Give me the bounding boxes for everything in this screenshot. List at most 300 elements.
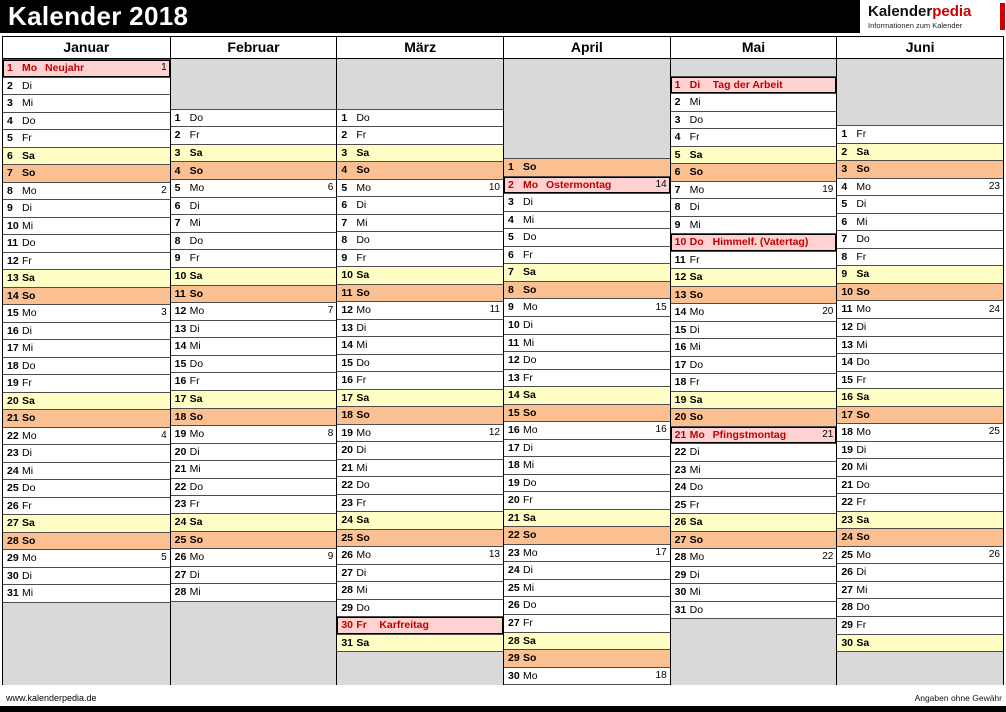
weekday-abbr: So xyxy=(523,529,537,542)
weekday-abbr: Fr xyxy=(189,252,200,265)
day-number: 18 xyxy=(174,410,187,423)
day-number: 29 xyxy=(841,619,854,632)
day-cell xyxy=(671,217,837,235)
week-number: 19 xyxy=(822,183,834,195)
day-number: 6 xyxy=(674,166,681,178)
empty-cell xyxy=(671,59,837,76)
day-number: 30 xyxy=(341,619,354,631)
day-cell xyxy=(337,215,503,233)
day-number: 17 xyxy=(341,391,354,404)
day-number: 21 xyxy=(674,428,687,441)
day-cell xyxy=(671,409,837,427)
empty-cell xyxy=(3,636,170,653)
month-column-1 xyxy=(3,59,170,685)
day-number: 29 xyxy=(341,601,354,614)
day-cell xyxy=(3,253,170,271)
day-number: 10 xyxy=(674,236,687,248)
day-number: 24 xyxy=(7,464,19,477)
day-cell xyxy=(337,617,503,635)
logo-subtitle: Informationen zum Kalender xyxy=(868,20,963,30)
weekday-abbr: Sa xyxy=(689,516,703,528)
weekday-abbr: Do xyxy=(689,113,704,126)
day-number: 8 xyxy=(674,201,681,213)
weekday-abbr: So xyxy=(856,285,870,298)
weekday-abbr: Mi xyxy=(356,339,368,351)
weekday-abbr: Mo xyxy=(523,424,538,437)
weekday-abbr: So xyxy=(689,166,704,178)
weekday-abbr: Do xyxy=(356,356,370,369)
weekday-abbr: Di xyxy=(523,318,533,331)
day-cell xyxy=(837,477,1003,495)
day-number: 25 xyxy=(341,531,354,544)
day-cell xyxy=(837,125,1003,144)
day-cell xyxy=(337,407,503,425)
empty-cell xyxy=(504,125,670,142)
weekday-abbr: Mi xyxy=(856,461,868,474)
weekday-abbr: Di xyxy=(856,198,867,211)
day-cell xyxy=(504,527,670,545)
day-number: 2 xyxy=(674,96,681,108)
weekday-abbr: So xyxy=(189,533,204,546)
day-number: 31 xyxy=(7,587,19,599)
month-header-maerz: März xyxy=(336,37,503,58)
empty-cell xyxy=(337,652,503,669)
day-number: 16 xyxy=(674,341,687,353)
weekday-abbr: So xyxy=(689,411,704,423)
day-number: 5 xyxy=(7,132,13,144)
day-cell xyxy=(837,617,1003,635)
day-cell xyxy=(504,229,670,247)
day-number: 3 xyxy=(841,163,848,176)
day-number: 3 xyxy=(341,146,348,159)
weekday-abbr: Mi xyxy=(356,584,368,596)
day-cell xyxy=(837,494,1003,512)
weekday-abbr: So xyxy=(22,534,36,547)
day-cell xyxy=(504,299,670,317)
day-number: 9 xyxy=(341,251,348,264)
weekday-abbr: Fr xyxy=(523,494,533,507)
day-number: 16 xyxy=(841,391,854,404)
weekday-abbr: Sa xyxy=(856,636,870,649)
empty-cell xyxy=(671,636,837,653)
day-number: 22 xyxy=(508,529,520,542)
weekday-abbr: Di xyxy=(856,566,867,579)
day-number: 27 xyxy=(7,517,19,529)
weekday-abbr: Do xyxy=(22,359,36,372)
weekday-abbr: Fr xyxy=(356,129,367,141)
weekday-abbr: Mo xyxy=(523,669,538,682)
day-number: 28 xyxy=(674,551,687,563)
weekday-abbr: Do xyxy=(22,237,36,249)
day-number: 25 xyxy=(674,498,687,511)
weekday-abbr: Mo xyxy=(856,303,871,316)
day-cell xyxy=(3,183,170,201)
weekday-abbr: Mi xyxy=(523,213,535,226)
weekday-abbr: Di xyxy=(523,564,533,577)
day-number: 18 xyxy=(841,426,854,439)
weekday-abbr: Fr xyxy=(856,619,867,632)
weekday-abbr: Fr xyxy=(22,377,32,389)
holiday-name: Neujahr xyxy=(45,63,85,74)
day-cell xyxy=(3,498,170,516)
day-number: 23 xyxy=(508,546,520,559)
day-number: 12 xyxy=(841,320,854,333)
day-number: 13 xyxy=(341,321,354,334)
day-cell xyxy=(837,635,1003,653)
day-cell xyxy=(837,231,1003,249)
weekday-abbr: Fr xyxy=(356,619,367,631)
day-cell xyxy=(671,602,837,620)
weekday-abbr: Mo xyxy=(189,182,205,195)
day-number: 13 xyxy=(841,338,854,351)
day-cell xyxy=(171,145,337,163)
weekday-abbr: Mi xyxy=(22,587,34,599)
day-number: 28 xyxy=(174,586,187,599)
week-number: 4 xyxy=(161,429,167,441)
day-cell xyxy=(671,164,837,182)
day-cell xyxy=(671,427,837,445)
day-number: 19 xyxy=(341,426,354,439)
day-number: 21 xyxy=(841,478,854,491)
weekday-abbr: Di xyxy=(689,323,700,336)
empty-cell xyxy=(837,59,1003,76)
day-number: 1 xyxy=(508,161,514,174)
weekday-abbr: Do xyxy=(689,358,704,371)
weekday-abbr: Do xyxy=(356,601,370,614)
day-cell xyxy=(504,387,670,405)
day-number: 7 xyxy=(341,216,348,229)
page-title: Kalender 2018 xyxy=(8,1,189,31)
weekday-abbr: Fr xyxy=(189,129,200,142)
weekday-abbr: Di xyxy=(356,444,367,456)
day-cell xyxy=(3,288,170,306)
day-cell xyxy=(671,287,837,305)
day-number: 13 xyxy=(174,322,187,335)
empty-cell xyxy=(504,76,670,93)
day-cell xyxy=(671,339,837,357)
day-number: 24 xyxy=(508,564,520,577)
day-number: 14 xyxy=(174,340,187,353)
weekday-abbr: Sa xyxy=(523,266,536,279)
month-header-april: April xyxy=(503,37,670,58)
weekday-abbr: Mi xyxy=(22,97,34,109)
weekday-abbr: Di xyxy=(356,566,367,579)
weekday-abbr: Sa xyxy=(689,148,703,161)
weekday-abbr: Sa xyxy=(356,269,370,281)
weekday-abbr: Sa xyxy=(189,393,203,406)
day-number: 20 xyxy=(7,394,19,407)
day-cell xyxy=(671,252,837,270)
day-number: 30 xyxy=(841,636,854,649)
weekday-abbr: Di xyxy=(356,199,367,211)
day-cell xyxy=(3,428,170,446)
weekday-abbr: Do xyxy=(22,482,36,494)
week-number: 2 xyxy=(161,184,167,196)
header-bar xyxy=(0,0,1006,33)
empty-cell xyxy=(671,619,837,636)
empty-cell xyxy=(171,92,337,109)
day-cell xyxy=(504,194,670,212)
day-number: 19 xyxy=(841,443,854,456)
week-number: 20 xyxy=(822,306,834,318)
day-cell xyxy=(337,477,503,495)
day-cell xyxy=(337,530,503,548)
weekday-abbr: So xyxy=(856,408,870,421)
weekday-abbr: Do xyxy=(856,356,870,369)
day-number: 14 xyxy=(508,389,520,402)
weekday-abbr: Sa xyxy=(856,145,870,158)
day-number: 7 xyxy=(174,217,181,230)
weekday-abbr: So xyxy=(689,533,704,546)
holiday-name: Himmelf. (Vatertag) xyxy=(712,237,809,248)
weekday-abbr: Mi xyxy=(22,342,34,354)
empty-cell xyxy=(837,669,1003,686)
day-cell xyxy=(837,564,1003,582)
day-cell xyxy=(671,147,837,165)
month-header-juni: Juni xyxy=(836,37,1003,58)
day-cell xyxy=(337,145,503,163)
weekday-abbr: Di xyxy=(189,199,200,212)
day-cell xyxy=(337,180,503,198)
day-number: 1 xyxy=(174,111,181,124)
weekday-abbr: Di xyxy=(689,446,700,458)
day-cell xyxy=(504,352,670,370)
day-number: 28 xyxy=(841,601,854,614)
day-number: 29 xyxy=(674,568,687,581)
day-number: 4 xyxy=(341,164,348,176)
day-number: 23 xyxy=(7,447,19,459)
weekday-abbr: Fr xyxy=(189,375,200,388)
day-cell xyxy=(671,549,837,567)
weekday-abbr: Sa xyxy=(523,634,536,647)
weekday-abbr: Sa xyxy=(22,517,35,529)
week-number: 7 xyxy=(327,305,334,317)
weekday-abbr: Mo xyxy=(22,307,37,319)
weekday-abbr: Di xyxy=(856,443,867,456)
day-number: 4 xyxy=(841,180,848,193)
day-cell xyxy=(504,562,670,580)
weekday-abbr: So xyxy=(189,287,204,300)
day-number: 10 xyxy=(841,285,854,298)
day-cell xyxy=(504,212,670,230)
day-number: 11 xyxy=(508,336,520,349)
weekday-abbr: So xyxy=(856,531,870,544)
weekday-abbr: Mo xyxy=(689,183,705,196)
weekday-abbr: Fr xyxy=(22,254,32,267)
empty-cell xyxy=(3,669,170,686)
weekday-abbr: Di xyxy=(22,79,32,92)
day-cell xyxy=(837,301,1003,319)
day-cell xyxy=(3,533,170,551)
day-cell xyxy=(504,615,670,633)
day-cell xyxy=(671,584,837,602)
week-number: 25 xyxy=(988,426,1000,438)
day-number: 14 xyxy=(674,306,687,318)
week-number: 22 xyxy=(822,551,834,563)
day-number: 17 xyxy=(7,342,19,354)
week-number: 13 xyxy=(488,549,500,561)
day-number: 6 xyxy=(174,199,181,212)
day-number: 31 xyxy=(341,636,354,649)
weekday-abbr: Di xyxy=(22,569,32,582)
day-cell xyxy=(3,200,170,218)
day-cell xyxy=(171,162,337,180)
weekday-abbr: Do xyxy=(523,599,537,612)
empty-cell xyxy=(337,669,503,686)
day-number: 27 xyxy=(841,583,854,596)
day-number: 24 xyxy=(674,481,687,493)
day-cell xyxy=(504,545,670,563)
day-cell xyxy=(171,514,337,532)
footer-url[interactable]: www.kalenderpedia.de xyxy=(6,693,97,703)
day-cell xyxy=(504,264,670,282)
weekday-abbr: Fr xyxy=(689,131,700,143)
weekday-abbr: Sa xyxy=(856,391,870,404)
empty-cell xyxy=(837,652,1003,669)
day-cell xyxy=(171,250,337,268)
day-cell xyxy=(504,633,670,651)
weekday-abbr: Mi xyxy=(523,581,535,594)
day-cell xyxy=(337,197,503,215)
day-number: 5 xyxy=(841,198,848,211)
weekday-abbr: Mo xyxy=(189,428,205,441)
day-number: 14 xyxy=(341,339,354,351)
day-number: 11 xyxy=(341,286,353,299)
footer-bar xyxy=(0,706,1006,712)
day-number: 12 xyxy=(674,271,687,283)
day-number: 20 xyxy=(341,444,354,456)
day-number: 14 xyxy=(841,356,854,369)
weekday-abbr: Mo xyxy=(689,428,705,441)
weekday-abbr: Mo xyxy=(22,552,37,564)
weekday-abbr: Di xyxy=(189,322,200,335)
day-cell xyxy=(671,76,837,95)
weekday-abbr: Di xyxy=(22,324,32,337)
day-number: 20 xyxy=(674,411,687,423)
day-cell xyxy=(337,232,503,250)
week-number: 5 xyxy=(161,552,167,564)
month-header-februar: Februar xyxy=(170,37,337,58)
day-number: 23 xyxy=(174,498,187,511)
day-cell xyxy=(171,180,337,198)
empty-cell xyxy=(171,619,337,636)
day-number: 9 xyxy=(7,202,13,214)
day-cell xyxy=(337,495,503,513)
weekday-abbr: Mi xyxy=(689,463,701,476)
day-number: 30 xyxy=(7,569,19,582)
weekday-abbr: Mo xyxy=(523,301,538,314)
day-cell xyxy=(171,215,337,233)
day-number: 8 xyxy=(341,234,348,246)
day-number: 4 xyxy=(674,131,681,143)
weekday-abbr: Sa xyxy=(356,636,370,649)
day-number: 2 xyxy=(508,178,514,191)
day-cell xyxy=(171,426,337,444)
day-cell xyxy=(671,182,837,200)
weekday-abbr: Sa xyxy=(356,514,370,526)
day-cell xyxy=(504,440,670,458)
day-cell xyxy=(837,389,1003,407)
day-cell xyxy=(171,391,337,409)
day-cell xyxy=(337,250,503,268)
weekday-abbr: So xyxy=(523,161,537,174)
day-cell xyxy=(337,320,503,338)
day-cell xyxy=(337,162,503,180)
day-number: 27 xyxy=(508,617,520,630)
empty-cell xyxy=(3,603,170,620)
day-cell xyxy=(837,512,1003,530)
day-cell xyxy=(671,112,837,130)
day-cell xyxy=(504,475,670,493)
month-column-4 xyxy=(503,59,670,685)
day-number: 24 xyxy=(341,514,354,526)
weekday-abbr: So xyxy=(523,652,537,665)
weekday-abbr: Mi xyxy=(523,336,535,349)
weekday-abbr: Fr xyxy=(856,373,867,386)
day-number: 26 xyxy=(841,566,854,579)
kalenderpedia-logo xyxy=(860,0,1006,33)
day-number: 22 xyxy=(174,480,187,493)
empty-cell xyxy=(504,142,670,159)
day-cell xyxy=(3,130,170,148)
empty-cell xyxy=(171,668,337,685)
day-number: 13 xyxy=(674,288,687,301)
empty-cell xyxy=(337,92,503,109)
weekday-abbr: Mi xyxy=(189,463,201,476)
month-column-2 xyxy=(170,59,337,685)
day-cell xyxy=(3,463,170,481)
day-cell xyxy=(837,161,1003,179)
day-number: 26 xyxy=(508,599,520,612)
weekday-abbr: Mi xyxy=(856,583,868,596)
empty-cell xyxy=(3,652,170,669)
logo-text-black: Kalender xyxy=(868,3,933,21)
weekday-abbr: Do xyxy=(523,476,537,489)
weekday-abbr: So xyxy=(523,406,537,419)
day-cell xyxy=(337,565,503,583)
weekday-abbr: Fr xyxy=(689,498,700,511)
day-number: 7 xyxy=(841,233,848,246)
day-cell xyxy=(3,340,170,358)
weekday-abbr: Mi xyxy=(689,96,701,108)
day-cell xyxy=(671,129,837,147)
holiday-name: Karfreitag xyxy=(379,620,429,631)
weekday-abbr: Sa xyxy=(689,271,703,283)
day-number: 19 xyxy=(508,476,520,489)
day-number: 17 xyxy=(508,441,520,454)
weekday-abbr: Mo xyxy=(856,548,871,561)
day-number: 23 xyxy=(674,463,687,476)
day-cell xyxy=(837,319,1003,337)
day-number: 28 xyxy=(7,534,19,547)
weekday-abbr: Mi xyxy=(22,219,34,232)
day-number: 19 xyxy=(7,377,19,389)
week-number: 9 xyxy=(327,551,334,563)
month-column-6 xyxy=(836,59,1003,685)
day-number: 12 xyxy=(341,304,354,316)
weekday-abbr: Do xyxy=(356,111,370,124)
weekday-abbr: Mo xyxy=(356,304,371,316)
logo-wordmark xyxy=(868,3,992,20)
day-cell xyxy=(671,374,837,392)
empty-cell xyxy=(171,602,337,619)
day-cell xyxy=(504,317,670,335)
day-cell xyxy=(671,444,837,462)
day-number: 30 xyxy=(674,586,687,598)
day-cell xyxy=(3,95,170,113)
weekday-abbr: Sa xyxy=(689,393,703,406)
day-cell xyxy=(837,599,1003,617)
